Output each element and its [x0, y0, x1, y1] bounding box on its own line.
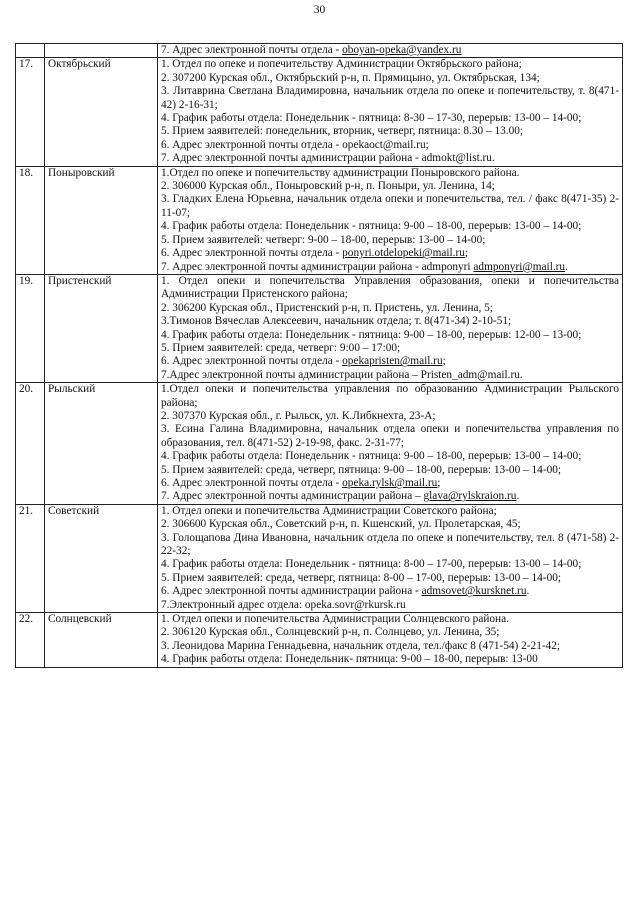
info-line: 7. Адрес электронной почты администрации района - admokt@list.ru. [161, 152, 495, 165]
info-line: 5. Прием заявителей: среда, четверг, пятница: 8-00 – 17-00, перерыв: 13-00 – 14-00; [161, 571, 562, 584]
table-row [16, 58, 623, 166]
info-line: 4. График работы отдела: Понедельник - пятница: 9-00 – 18-00, перерыв: 12-00 – 13-00; [161, 328, 582, 341]
info-line: 7.Электронный адрес отдела: opeka.sovr@rkursk.ru [161, 598, 406, 611]
info-line: 1. Отдел опеки и попечительства Управления образования, опеки и попечительства Администрации Пристенского района; [161, 274, 619, 301]
info-line: 4. График работы отдела: Понедельник - пятница: 9-00 – 18-00, перерыв: 13-00 – 14-00; [161, 220, 582, 233]
info-line: 1. Отдел по опеке и попечительству Администрации Октябрьского района; [161, 58, 522, 71]
info-line: 1.Отдел по опеке и попечительству администрации Поныровского района. [161, 166, 520, 179]
page-number: 30 [313, 4, 326, 16]
row-number [16, 44, 45, 58]
info-line: 3. Гладких Елена Юрьевна, начальник отдела опеки и попечительства, тел. / факс 8(471-35) 2-11-07; [161, 193, 619, 219]
info-line: 4. График работы отдела: Понедельник- пятница: 9-00 – 18-00, перерыв: 13-00 [161, 653, 538, 666]
district-info [158, 504, 623, 612]
info-line: 3. Литаврина Светлана Владимировна, начальник отдела по опеке и попечительству, т. 8(471-42) 2-16-31; [161, 85, 619, 111]
district-name: Рыльский [45, 383, 158, 505]
row-number: 18. [16, 166, 45, 274]
row-number: 20. [16, 383, 45, 505]
info-line: 1. Отдел опеки и попечительства Администрации Солнцевского района. [161, 613, 509, 626]
info-line: 2. 306000 Курская обл., Поныровский р-н, п. Поныри, ул. Ленина, 14; [161, 180, 495, 193]
email-link[interactable]: oboyan-opeka@yandex.ru [342, 44, 462, 56]
district-name: Поныровский [45, 166, 158, 274]
district-name: Пристенский [45, 274, 158, 382]
info-line: 6. Адрес электронной почты отдела - opekapristen@mail.ru; [161, 355, 446, 368]
email-link[interactable]: opeka.rylsk@mail.ru [342, 477, 438, 489]
info-line: 7.Адрес электронной почты администрации района – Pristen_adm@mail.ru. [161, 368, 523, 381]
info-line: 6. Адрес электронной почты отдела - opekaoct@mail.ru; [161, 138, 429, 151]
email-link[interactable]: admponyri@mail.ru [473, 260, 566, 273]
table-row [16, 383, 623, 505]
district-info [158, 383, 623, 505]
district-name: Октябрьский [45, 58, 158, 166]
info-line: 5. Прием заявителей: среда, четверг: 9:00 – 17:00; [161, 341, 401, 354]
info-line: 4. График работы отдела: Понедельник - пятница: 8-30 – 17-30, перерыв: 13-00 – 14-00; [161, 112, 582, 125]
district-info [158, 44, 623, 58]
table-row [16, 613, 623, 668]
district-info [158, 58, 623, 166]
info-line: 5. Прием заявителей: понедельник, вторник, четверг, пятница: 8.30 – 13.00; [161, 125, 524, 138]
email-link[interactable]: glava@rylskraion.ru [423, 490, 517, 503]
table-row [16, 504, 623, 612]
info-line: 4. График работы отдела: Понедельник - пятница: 8-00 – 17-00, перерыв: 13-00 – 14-00; [161, 558, 582, 571]
info-line: 6. Адрес электронной почты отдела - ponyri.otdelopeki@mail.ru; [161, 247, 469, 260]
info-line: 6. Адрес электронной почты отдела - opeka.rylsk@mail.ru; [161, 477, 441, 489]
info-line: 3. Голощапова Дина Ивановна, начальник отдела по опеке и попечительству, тел. 8 (471-58) 2-22-32; [161, 531, 619, 558]
district-name [45, 44, 158, 58]
email-link[interactable]: opekapristen@mail.ru [342, 355, 443, 368]
info-line: 2. 306200 Курская обл., Пристенский р-н, п. Пристень, ул. Ленина, 5; [161, 301, 493, 314]
district-name: Солнцевский [45, 613, 158, 668]
info-line: 2. 307200 Курская обл., Октябрьский р-н, п. Прямицыно, ул. Октябрьская, 134; [161, 71, 540, 84]
info-line: 3.Тимонов Вячеслав Алексеевич, начальник отдела; т. 8(471-34) 2-10-51; [161, 315, 512, 328]
info-line: 1.Отдел опеки и попечительства управления по образованию Администрации Рыльского района; [161, 383, 619, 409]
table-row [16, 44, 623, 58]
districts-table-body [16, 44, 623, 668]
row-number: 17. [16, 58, 45, 166]
row-number: 22. [16, 613, 45, 668]
districts-table [15, 43, 623, 668]
district-info [158, 613, 623, 668]
info-line: 6. Адрес электронной почты администрации района - admsovet@kursknet.ru. [161, 585, 530, 598]
info-line: 3. Есина Галина Владимировна, начальник отдела опеки и попечительства управления по образования, тел. 8(471-52) 2-19-98, факс. 2-31-77; [161, 423, 619, 449]
email-link[interactable]: ponyri.otdelopeki@mail.ru [342, 247, 465, 260]
row-number: 21. [16, 504, 45, 612]
info-line: 5. Прием заявителей: среда, четверг, пятница: 9-00 – 18-00, перерыв: 13-00 – 14-00; [161, 463, 562, 476]
info-line: 3. Леонидова Марина Геннадьевна, начальник отдела, тел./факс 8 (471-54) 2-21-42; [161, 639, 561, 652]
district-info [158, 274, 623, 382]
info-line: 7. Адрес электронной почты отдела - oboyan-opeka@yandex.ru [161, 44, 462, 56]
table-row [16, 274, 623, 382]
email-link[interactable]: admsovet@kursknet.ru [421, 585, 527, 598]
info-line: 1. Отдел опеки и попечительства Администрации Советского района; [161, 504, 497, 517]
district-name: Советский [45, 504, 158, 612]
info-line: 4. График работы отдела: Понедельник - пятница: 9-00 – 18-00, перерыв: 13-00 – 14-00; [161, 450, 582, 463]
info-line: 2. 307370 Курская обл., г. Рыльск, ул. К.Либкнехта, 23-А; [161, 409, 436, 422]
table-row [16, 166, 623, 274]
info-line: 5. Прием заявителей: четверг: 9-00 – 18-00, перерыв: 13-00 – 14-00; [161, 233, 486, 246]
row-number: 19. [16, 274, 45, 382]
info-line: 7. Адрес электронной почты администрации района - admponyri admponyri@mail.ru. [161, 260, 568, 273]
district-info [158, 166, 623, 274]
info-line: 2. 306600 Курская обл., Советский р-н, п. Кшенский, ул. Пролетарская, 45; [161, 518, 521, 531]
info-line: 7. Адрес электронной почты администрации района – glava@rylskraion.ru. [161, 490, 520, 503]
info-line: 2. 306120 Курская обл., Солнцевский р-н, п. Солнцево, ул. Ленина, 35; [161, 626, 500, 639]
